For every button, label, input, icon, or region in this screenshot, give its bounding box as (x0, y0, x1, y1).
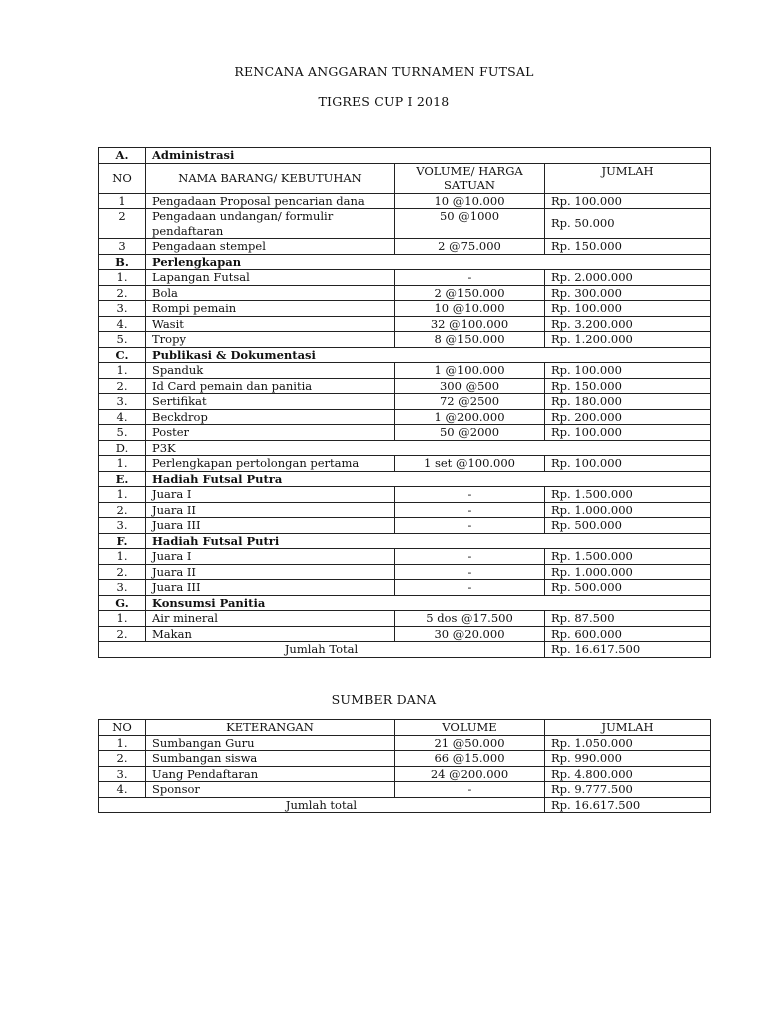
row-total: Rp. 100.000 (545, 193, 711, 209)
row-item: Lapangan Futsal (146, 270, 395, 286)
row-total: Rp. 600.000 (545, 626, 711, 642)
table-row (99, 580, 711, 596)
row-no: 4. (99, 782, 146, 798)
section-name: Administrasi (146, 148, 711, 164)
row-volume: 50 @1000 (395, 209, 545, 239)
budget-table-body (99, 148, 711, 658)
row-no: 5. (99, 425, 146, 441)
row-item: Juara II (146, 564, 395, 580)
table-row (99, 378, 711, 394)
funding-title: SUMBER DANA (331, 692, 437, 707)
row-total: Rp. 1.500.000 (545, 549, 711, 565)
grand-total-row (99, 642, 711, 658)
row-total: Rp. 9.777.500 (545, 782, 711, 798)
row-no: 2. (99, 751, 146, 767)
header-volume: VOLUME/ HARGA SATUAN (395, 163, 545, 193)
document-title: RENCANA ANGGARAN TURNAMEN FUTSAL (234, 64, 534, 79)
funding-total-label: Jumlah total (99, 797, 545, 813)
row-item: Juara I (146, 487, 395, 503)
budget-table (98, 147, 711, 658)
funding-table-body (99, 720, 711, 813)
row-volume: 2 @75.000 (395, 239, 545, 255)
row-item: Perlengkapan pertolongan pertama (146, 456, 395, 472)
row-total: Rp. 50.000 (545, 209, 711, 239)
header-total: JUMLAH (545, 720, 711, 736)
table-row (99, 766, 711, 782)
table-row (99, 209, 711, 239)
table-row (99, 193, 711, 209)
row-no: 1 (99, 193, 146, 209)
row-no: 3. (99, 518, 146, 534)
row-item: Juara III (146, 518, 395, 534)
row-volume: 1 @200.000 (395, 409, 545, 425)
row-total: Rp. 200.000 (545, 409, 711, 425)
row-total: Rp. 150.000 (545, 239, 711, 255)
row-item: Juara III (146, 580, 395, 596)
row-total: Rp. 3.200.000 (545, 316, 711, 332)
row-total: Rp. 150.000 (545, 378, 711, 394)
section-header-row (99, 533, 711, 549)
row-volume: 300 @500 (395, 378, 545, 394)
row-desc: Uang Pendaftaran (146, 766, 395, 782)
row-total: Rp. 2.000.000 (545, 270, 711, 286)
section-name: Konsumsi Panitia (146, 595, 711, 611)
row-item: Juara I (146, 549, 395, 565)
section-name: Perlengkapan (146, 254, 711, 270)
table-row (99, 270, 711, 286)
table-row (99, 456, 711, 472)
table-row (99, 518, 711, 534)
row-total: Rp. 1.000.000 (545, 502, 711, 518)
row-no: 2. (99, 564, 146, 580)
table-row (99, 782, 711, 798)
row-volume: 30 @20.000 (395, 626, 545, 642)
section-letter: C. (99, 347, 146, 363)
row-item: Juara II (146, 502, 395, 518)
row-item: Pengadaan Proposal pencarian dana (146, 193, 395, 209)
row-item: Sertifikat (146, 394, 395, 410)
row-volume: - (395, 564, 545, 580)
header-no: NO (99, 163, 146, 193)
section-letter: E. (99, 471, 146, 487)
row-item: Id Card pemain dan panitia (146, 378, 395, 394)
row-item: Poster (146, 425, 395, 441)
table-row (99, 735, 711, 751)
row-volume: - (395, 782, 545, 798)
table-row (99, 564, 711, 580)
section-letter: F. (99, 533, 146, 549)
row-volume: - (395, 549, 545, 565)
row-no: 2. (99, 285, 146, 301)
section-name: Hadiah Futsal Putra (146, 471, 711, 487)
row-no: 5. (99, 332, 146, 348)
row-total: Rp. 1.200.000 (545, 332, 711, 348)
row-no: 3. (99, 766, 146, 782)
row-item: Pengadaan stempel (146, 239, 395, 255)
row-no: 1. (99, 456, 146, 472)
row-no: 1. (99, 487, 146, 503)
section-name: Hadiah Futsal Putri (146, 533, 711, 549)
row-total: Rp. 4.800.000 (545, 766, 711, 782)
table-row (99, 239, 711, 255)
row-no: 4. (99, 316, 146, 332)
row-total: Rp. 1.000.000 (545, 564, 711, 580)
row-volume: - (395, 487, 545, 503)
table-row (99, 285, 711, 301)
funding-total-value: Rp. 16.617.500 (545, 797, 711, 813)
table-row (99, 409, 711, 425)
row-total: Rp. 990.000 (545, 751, 711, 767)
row-no: 2. (99, 626, 146, 642)
table-row (99, 425, 711, 441)
row-total: Rp. 1.500.000 (545, 487, 711, 503)
row-no: 3 (99, 239, 146, 255)
row-total: Rp. 100.000 (545, 363, 711, 379)
table-row (99, 751, 711, 767)
row-total: Rp. 100.000 (545, 456, 711, 472)
section-header-row (99, 148, 711, 164)
section-header-row (99, 254, 711, 270)
row-volume: - (395, 518, 545, 534)
row-no: 1. (99, 549, 146, 565)
row-no: 3. (99, 394, 146, 410)
row-no: 2 (99, 209, 146, 239)
funding-total-row (99, 797, 711, 813)
section-letter: D. (99, 440, 146, 456)
row-volume: - (395, 502, 545, 518)
row-volume: 1 set @100.000 (395, 456, 545, 472)
section-letter: B. (99, 254, 146, 270)
row-volume: 8 @150.000 (395, 332, 545, 348)
row-total: Rp. 500.000 (545, 580, 711, 596)
row-item: Beckdrop (146, 409, 395, 425)
row-total: Rp. 180.000 (545, 394, 711, 410)
section-header-row (99, 595, 711, 611)
row-no: 1. (99, 363, 146, 379)
table-row (99, 502, 711, 518)
section-letter: A. (99, 148, 146, 164)
row-no: 1. (99, 735, 146, 751)
row-item: Tropy (146, 332, 395, 348)
header-item: NAMA BARANG/ KEBUTUHAN (146, 163, 395, 193)
grand-total-value: Rp. 16.617.500 (545, 642, 711, 658)
row-item: Makan (146, 626, 395, 642)
row-volume: 1 @100.000 (395, 363, 545, 379)
row-volume: 72 @2500 (395, 394, 545, 410)
section-header-row (99, 440, 711, 456)
row-no: 3. (99, 580, 146, 596)
row-item: Rompi pemain (146, 301, 395, 317)
row-item: Spanduk (146, 363, 395, 379)
row-volume: 21 @50.000 (395, 735, 545, 751)
table-row (99, 549, 711, 565)
section-header-row (99, 347, 711, 363)
row-volume: 66 @15.000 (395, 751, 545, 767)
row-volume: 32 @100.000 (395, 316, 545, 332)
row-volume: - (395, 580, 545, 596)
section-name: Publikasi & Dokumentasi (146, 347, 711, 363)
row-total: Rp. 1.050.000 (545, 735, 711, 751)
row-item: Pengadaan undangan/ formulir pendaftaran (146, 209, 395, 239)
table-row (99, 611, 711, 627)
row-desc: Sumbangan siswa (146, 751, 395, 767)
document-subtitle: TIGRES CUP I 2018 (318, 94, 450, 109)
row-volume: 10 @10.000 (395, 193, 545, 209)
table-row (99, 626, 711, 642)
row-no: 4. (99, 409, 146, 425)
table-row (99, 316, 711, 332)
row-total: Rp. 500.000 (545, 518, 711, 534)
section-letter: G. (99, 595, 146, 611)
row-volume: 2 @150.000 (395, 285, 545, 301)
section-name: P3K (146, 440, 711, 456)
row-total: Rp. 100.000 (545, 301, 711, 317)
row-item: Air mineral (146, 611, 395, 627)
row-volume: - (395, 270, 545, 286)
row-total: Rp. 100.000 (545, 425, 711, 441)
row-no: 1. (99, 270, 146, 286)
row-no: 1. (99, 611, 146, 627)
funding-table (98, 719, 711, 813)
row-item: Bola (146, 285, 395, 301)
row-total: Rp. 87.500 (545, 611, 711, 627)
header-total: JUMLAH (545, 163, 711, 193)
table-row (99, 394, 711, 410)
header-volume: VOLUME (395, 720, 545, 736)
table-row (99, 332, 711, 348)
row-volume: 10 @10.000 (395, 301, 545, 317)
row-volume: 24 @200.000 (395, 766, 545, 782)
grand-total-label: Jumlah Total (99, 642, 545, 658)
row-volume: 5 dos @17.500 (395, 611, 545, 627)
table-row (99, 301, 711, 317)
row-volume: 50 @2000 (395, 425, 545, 441)
column-header-row (99, 720, 711, 736)
column-header-row (99, 163, 711, 193)
header-desc: KETERANGAN (146, 720, 395, 736)
row-no: 2. (99, 502, 146, 518)
row-total: Rp. 300.000 (545, 285, 711, 301)
row-no: 3. (99, 301, 146, 317)
header-no: NO (99, 720, 146, 736)
section-header-row (99, 471, 711, 487)
row-desc: Sponsor (146, 782, 395, 798)
table-row (99, 487, 711, 503)
row-no: 2. (99, 378, 146, 394)
row-desc: Sumbangan Guru (146, 735, 395, 751)
table-row (99, 363, 711, 379)
row-item: Wasit (146, 316, 395, 332)
